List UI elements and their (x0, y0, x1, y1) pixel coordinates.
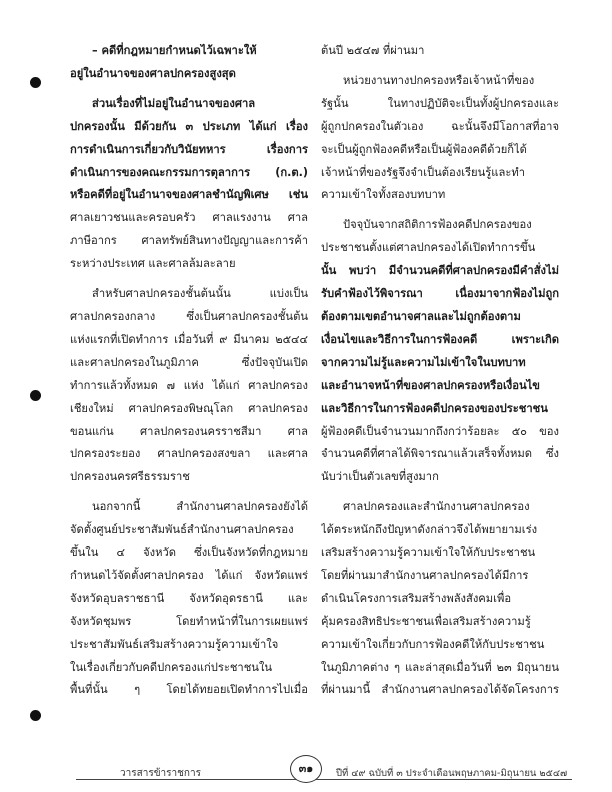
left-column-line: ในเรื่องเกี่ยวกับคดีปกครองแก่ประชาชนใน (70, 660, 273, 674)
right-column-line: ผู้ฟ้องคดีเป็นจำนวนมากถึงกว่าร้อยละ ๕๐ ของ (321, 424, 559, 438)
left-column-line: ขึ้นใน ๔ จังหวัด ซึ่งเป็นจังหวัดที่กฎหมาย (70, 546, 308, 560)
right-column-line: โดยที่ผ่านมาสำนักงานศาลปกครองได้มีการ (321, 568, 529, 582)
left-column-line: ปกครองนครศรีธรรมราช (70, 470, 190, 484)
left-column-line: ระหว่างประเทศ และศาลล้มละลาย (70, 257, 236, 271)
left-text-column (70, 40, 308, 702)
right-column-line: และวิธีการในการฟ้องคดีปกครองของประชาชน (321, 401, 548, 415)
left-column-line: ศาลปกครองกลาง ซึ่งเป็นศาลปกครองชั้นต้น (70, 309, 308, 323)
left-column-line: เชียงใหม่ ศาลปกครองพิษณุโลก ศาลปกครอง (70, 401, 308, 415)
left-column-line: จังหวัดอุบลราชธานี จังหวัดอุดรธานี และ (70, 591, 308, 605)
right-column-line: ดำเนินโครงการเสริมสร้างพลังสังคมเพื่อ (321, 591, 512, 605)
left-column-line: ประชาสัมพันธ์เสริมสร้างความรู้ความเข้าใจ (70, 637, 279, 651)
right-column-line: ปัจจุบันจากสถิติการฟ้องคดีปกครองของ (343, 218, 532, 232)
paragraph-gap (321, 489, 559, 496)
left-column-line: ดำเนินการของคณะกรรมการตุลาการ (ก.ต.) (70, 165, 308, 179)
paragraph-gap (70, 489, 308, 496)
right-column-line: เงื่อนไขและวิธีการในการฟ้องคดี เพราะเกิด (321, 332, 559, 346)
right-column-line: ความเข้าใจเกี่ยวกับการฟ้องคดีให้กับประชาชน (321, 637, 545, 651)
left-column-line: ขอนแก่น ศาลปกครองนครราชสีมา ศาล (70, 424, 308, 438)
left-column-line: การดำเนินการเกี่ยวกับวินัยทหาร เรื่องการ (70, 142, 308, 156)
right-column-line: และอำนาจหน้าที่ของศาลปกครองหรือเงื่อนไข (321, 378, 540, 392)
right-column-line: คุ้มครองสิทธิประชาชนเพื่อเสริมสร้างความรู้ (321, 614, 531, 628)
binding-hole-icon (30, 390, 41, 401)
left-column-line: อยู่ในอำนาจของศาลปกครองสูงสุด (70, 66, 236, 80)
right-column-line: นับว่าเป็นตัวเลขที่สูงมาก (321, 470, 439, 484)
left-column-line: พื้นที่นั้น ๆ โดยได้ทยอยเปิดทำการไปเมื่อ (70, 683, 308, 697)
right-column-line: จากความไม่รู้และความไม่เข้าใจในบทบาท (321, 355, 526, 369)
left-column-line: ศาลเยาวชนและครอบครัว ศาลแรงงาน ศาล (70, 211, 308, 225)
footer-journal-name: วารสารข้าราชการ (120, 768, 201, 779)
right-column-line: ที่ผ่านมานี้ สำนักงานศาลปกครองได้จัดโครงการ (321, 683, 559, 697)
right-column-line: จำนวนคดีที่ศาลได้พิจารณาแล้วเสร็จทั้งหมด ซึ่ง (321, 447, 559, 461)
right-column-line: จะเป็นผู้ถูกฟ้องคดีหรือเป็นผู้ฟ้องคดีด้วยก็ได้ (321, 142, 527, 156)
left-column-line: สำหรับศาลปกครองชั้นต้นนั้น แบ่งเป็น (92, 287, 308, 301)
right-column-line: นั้น พบว่า มีจำนวนคดีที่ศาลปกครองมีคำสั่งไม่ (321, 264, 559, 278)
paragraph-gap (321, 63, 559, 70)
right-column-line: รัฐนั้น ในทางปฏิบัติจะเป็นทั้งผู้ปกครองและ (321, 96, 559, 110)
right-column-line: ผู้ถูกปกครองในตัวเอง ฉะนั้นจึงมีโอกาสที่อาจ (321, 119, 559, 133)
right-column-line: รับคำฟ้องไว้พิจารณา เนื่องมาจากฟ้องไม่ถูก (321, 287, 559, 301)
left-column-line: ส่วนเรื่องที่ไม่อยู่ในอำนาจของศาล (92, 96, 256, 110)
right-column-line: ศาลปกครองและสำนักงานศาลปกครอง (343, 500, 530, 514)
left-column-line: แห่งแรกที่เปิดทำการ เมื่อวันที่ ๙ มีนาคม ๒๕๔๔ (70, 332, 308, 346)
right-column-line: เสริมสร้างความรู้ความเข้าใจให้กับประชาชน (321, 546, 536, 560)
left-column-line: ภาษีอากร ศาลทรัพย์สินทางปัญญาและการค้า (70, 234, 308, 248)
left-column-line: จัดตั้งศูนย์ประชาสัมพันธ์สำนักงานศาลปกครอง (70, 523, 294, 537)
right-column-line: ได้ตระหนักถึงปัญหาดังกล่าวจึงได้พยายามเร่ง (321, 523, 538, 537)
left-column-line: กำหนดไว้จัดตั้งศาลปกครอง ได้แก่ จังหวัดแพร่ (70, 568, 308, 582)
left-column-line: จังหวัดชุมพร โดยทำหน้าที่ในการเผยแพร่ (70, 614, 308, 628)
paragraph-gap (70, 276, 308, 283)
left-column-line: หรือคดีที่อยู่ในอำนาจของศาลชำนัญพิเศษ เช่น (70, 188, 308, 202)
footer-page-number: ๓๑ (290, 755, 322, 783)
binding-hole-icon (30, 77, 41, 88)
binding-hole-icon (30, 710, 41, 721)
footer-issue-info: ปีที่ ๔๙ ฉบับที่ ๓ ประจำเดือนพฤษภาคม-มิถุนายน ๒๕๔๗ (336, 768, 568, 779)
left-column-line: ทำการแล้วทั้งหมด ๗ แห่ง ได้แก่ ศาลปกครอง (70, 378, 308, 392)
left-column-line: และศาลปกครองในภูมิภาค ซึ่งปัจจุบันเปิด (70, 355, 308, 369)
paragraph-gap (70, 86, 308, 93)
right-column-line: หน่วยงานทางปกครองหรือเจ้าหน้าที่ของ (343, 73, 535, 87)
right-column-line: ประชาชนตั้งแต่ศาลปกครองได้เปิดทำการขึ้น (321, 241, 536, 255)
right-column-line: ในภูมิภาคต่าง ๆ และล่าสุดเมื่อวันที่ ๒๓ มิถุนายน (321, 660, 559, 674)
left-column-line: ปกครองระยอง ศาลปกครองสงขลา และศาล (70, 447, 308, 461)
right-text-column (321, 40, 559, 702)
right-column-line: ต้นปี ๒๕๔๗ ที่ผ่านมา (321, 44, 425, 57)
paragraph-gap (321, 207, 559, 214)
right-column-line: ต้องตามเขตอำนาจศาลและไม่ถูกต้องตาม (321, 309, 521, 323)
right-column-line: เจ้าหน้าที่ของรัฐจึงจำเป็นต้องเรียนรู้และทำ (321, 165, 526, 179)
left-column-line: – คดีที่กฎหมายกำหนดไว้เฉพาะให้ (92, 44, 257, 57)
left-column-line: นอกจากนี้ สำนักงานศาลปกครองยังได้ (92, 500, 308, 514)
right-column-line: ความเข้าใจทั้งสองบทบาท (321, 188, 446, 202)
left-column-line: ปกครองนั้น มีด้วยกัน ๓ ประเภท ได้แก่ เรื่อง (70, 119, 308, 133)
